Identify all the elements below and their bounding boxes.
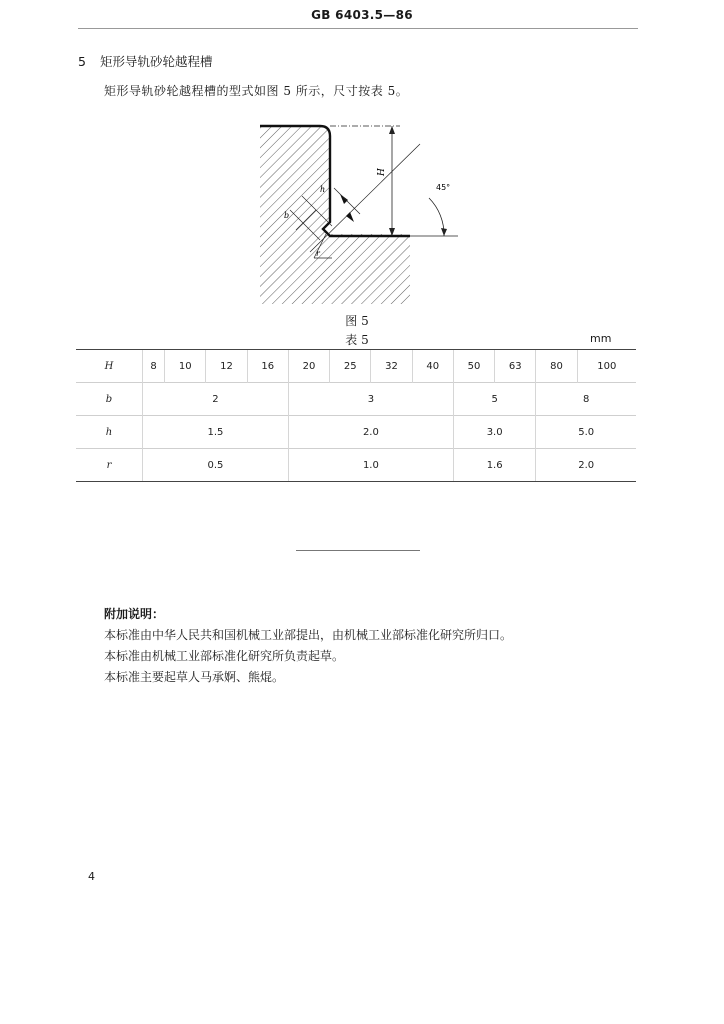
notes-line: 本标准由机械工业部标准化研究所负责起草。	[104, 649, 345, 663]
table-cell: 25	[330, 350, 371, 383]
table-cell: 16	[247, 350, 288, 383]
h-arrow-lower	[346, 212, 354, 222]
body-paragraph: 矩形导轨砂轮越程槽的型式如图 5 所示，尺寸按表 5。	[104, 84, 409, 98]
table-cell: 3.0	[453, 416, 536, 449]
table-cell: 12	[206, 350, 247, 383]
table-cell: 0.5	[143, 449, 289, 482]
table-cell: 8	[143, 350, 165, 383]
table-cell: 1.6	[453, 449, 536, 482]
table-cell: 40	[412, 350, 453, 383]
row-label: h	[76, 416, 143, 449]
table-row	[76, 416, 636, 449]
end-rule	[296, 550, 420, 551]
table-cell: 5	[453, 383, 536, 416]
table-cell: 20	[288, 350, 329, 383]
figure-caption: 图 5	[345, 314, 369, 328]
table-caption: 表 5	[345, 333, 369, 347]
table-row	[76, 383, 636, 416]
notes-line: 本标准主要起草人马承婀、熊焜。	[104, 670, 285, 684]
groove-diagram	[250, 118, 470, 304]
label-H: H	[377, 168, 387, 176]
table-cell: 2.0	[536, 449, 636, 482]
notes-line: 本标准由中华人民共和国机械工业部提出，由机械工业部标准化研究所归口。	[104, 628, 513, 642]
row-label: r	[76, 449, 143, 482]
table-cell: 10	[165, 350, 206, 383]
figure-5-drawing	[250, 118, 470, 308]
angle-arc	[429, 198, 444, 236]
table-cell: 50	[453, 350, 494, 383]
section-heading	[78, 52, 213, 70]
table-cell: 32	[371, 350, 412, 383]
table-cell: 2	[143, 383, 289, 416]
h-dimension-line	[334, 188, 360, 214]
section-title: 矩形导轨砂轮越程槽	[100, 54, 213, 69]
table-cell: 1.5	[143, 416, 289, 449]
table-row	[76, 449, 636, 482]
table-cell: 5.0	[536, 416, 636, 449]
additional-notes	[104, 604, 512, 688]
hatched-material	[260, 126, 410, 304]
table-cell: 63	[495, 350, 536, 383]
label-b: b	[284, 211, 290, 220]
label-r: r	[316, 249, 320, 258]
label-h: h	[320, 185, 326, 194]
page-header: GB 6403.5—86	[311, 8, 413, 22]
table-cell: 100	[577, 350, 636, 383]
section-number: 5	[78, 54, 86, 69]
table-cell: 3	[288, 383, 453, 416]
row-label: b	[76, 383, 143, 416]
table-cell: 1.0	[288, 449, 453, 482]
page-number: 4	[88, 870, 95, 883]
table-unit: mm	[590, 332, 612, 345]
angle-arrow	[441, 228, 447, 236]
table-cell: 2.0	[288, 416, 453, 449]
label-angle: 45°	[436, 183, 451, 192]
header-rule	[78, 28, 638, 29]
row-label: H	[76, 350, 143, 383]
H-arrow-top	[389, 126, 395, 134]
notes-title: 附加说明：	[104, 607, 165, 621]
table-cell: 8	[536, 383, 636, 416]
table-row	[76, 350, 636, 383]
table-cell: 80	[536, 350, 577, 383]
dimension-table	[76, 349, 636, 482]
